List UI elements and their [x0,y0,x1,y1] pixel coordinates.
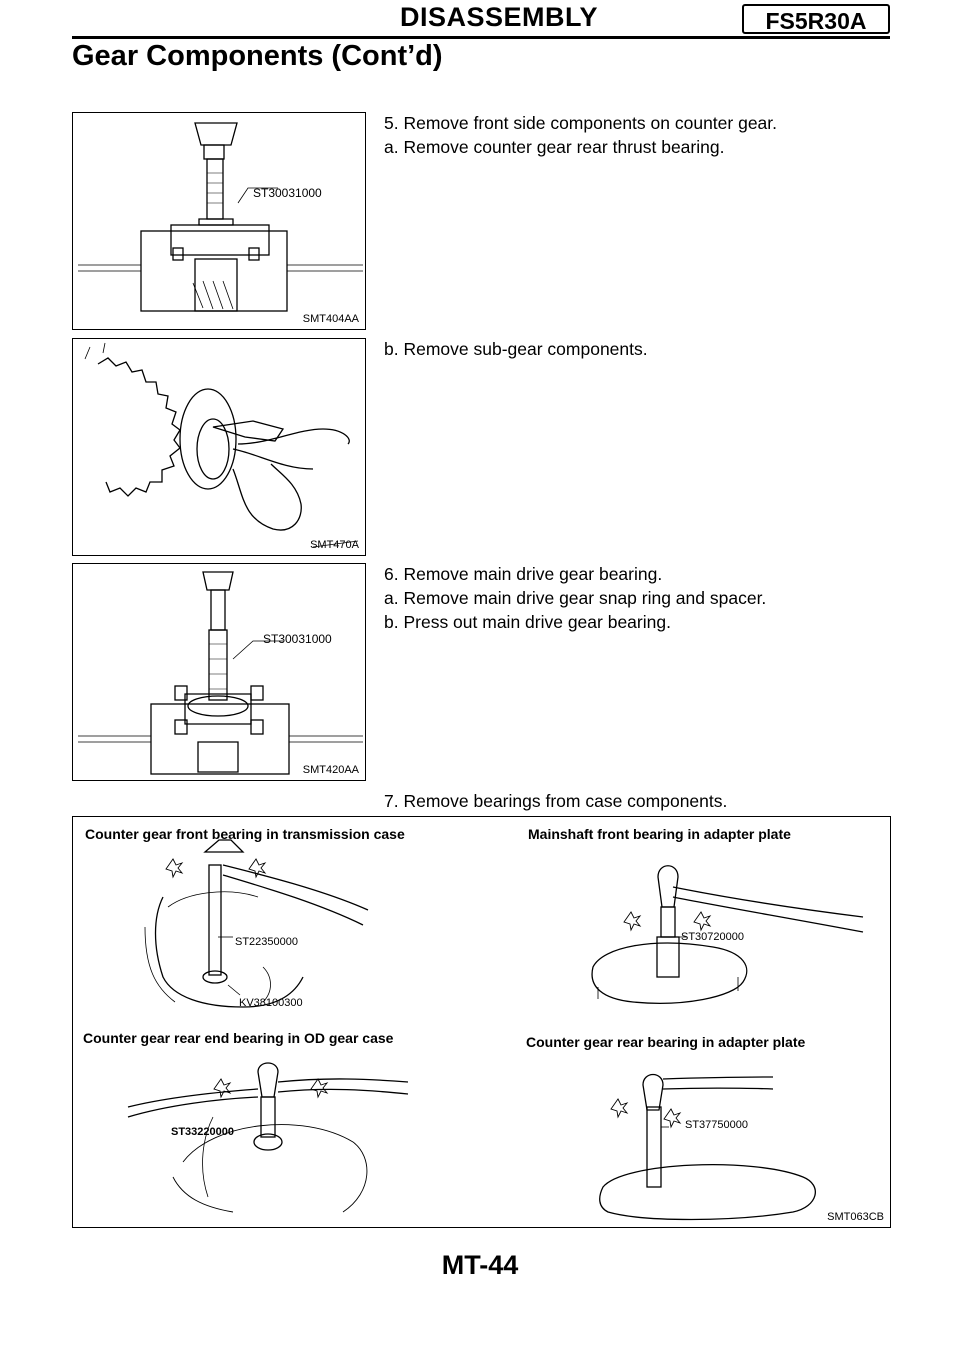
tool-label-st30720000: ST30720000 [681,931,744,943]
tool-label-st33220000: ST33220000 [171,1126,234,1138]
model-code-badge: FS5R30A [742,4,890,34]
figure-code: SMT470A [310,539,359,551]
section-title: DISASSEMBLY [400,2,599,32]
figure-smt063cb [72,816,891,1228]
figure-code: SMT404AA [302,313,359,325]
bearing-press-illustration [73,564,365,780]
step-7: 7. Remove bearings from case components. [384,791,728,811]
figure-smt420aa [72,563,366,781]
sub-gear-pliers-illustration [73,339,365,555]
step-5: 5. Remove front side components on counter gear. [384,113,778,133]
step-5b: b. Remove sub-gear components. [384,339,648,359]
tool-label-st37750000: ST37750000 [685,1119,748,1131]
panel-title-counter-front: Counter gear front bearing in transmission case [85,826,405,842]
page-number: MT-44 [441,1250,519,1280]
tool-label-kv38100300: KV38100300 [239,997,303,1009]
header-rule [72,36,890,39]
tool-label: ST30031000 [263,632,332,646]
figure-smt470a [72,338,366,556]
step-6a: a. Remove main drive gear snap ring and spacer. [384,588,767,608]
step-6b: b. Press out main drive gear bearing. [384,612,671,632]
figure-code: SMT420AA [302,764,359,776]
panel-title-counter-rear-end: Counter gear rear end bearing in OD gear case [83,1030,394,1046]
bearing-removal-panels [73,817,890,1227]
page-subtitle: Gear Components (Cont’d) [72,40,443,72]
press-tool-illustration [73,113,365,329]
figure-code: SMT063CB [827,1211,884,1223]
panel-title-counter-rear: Counter gear rear bearing in adapter plate [526,1034,806,1050]
tool-label-st22350000: ST22350000 [235,936,298,948]
panel-title-mainshaft-front: Mainshaft front bearing in adapter plate [528,826,791,842]
step-6: 6. Remove main drive gear bearing. [384,564,663,584]
tool-label: ST30031000 [253,186,322,200]
figure-smt404aa [72,112,366,330]
step-5a: a. Remove counter gear rear thrust bearing. [384,137,725,157]
